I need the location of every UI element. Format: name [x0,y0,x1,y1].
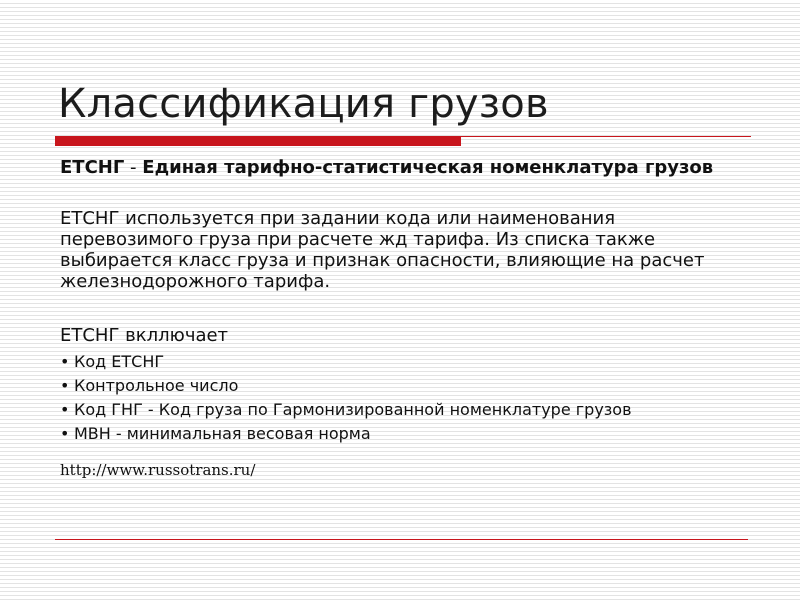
footer-divider [55,539,748,540]
description-paragraph: ЕТСНГ используется при задании кода или наименования перевозимого груза при расчете жд тарифа. Из списка также выбирается класс груза и признак опасности, влияющие на расчет железнодорожного тарифа. [60,208,705,292]
bullet-icon: • [60,376,70,395]
slide-body [60,157,740,480]
list-item-text: Код ЕТСНГ [74,352,165,371]
bullet-icon: • [60,352,70,371]
list-item [60,350,740,374]
bullet-icon: • [60,424,70,443]
definition-abbr: ЕТСНГ [60,157,125,178]
bullet-icon: • [60,400,70,419]
list-item [60,422,740,446]
list-item-text: МВН - минимальная весовая норма [74,424,371,443]
includes-list [60,350,740,446]
definition [60,157,740,178]
list-item-text: Контрольное число [74,376,239,395]
includes-heading: ЕТСНГ вкллючает [60,325,229,346]
list-item [60,398,740,422]
source-link[interactable]: http://www.russotrans.ru/ [60,461,256,479]
slide-title: Классификация грузов [58,81,549,127]
list-item [60,374,740,398]
list-item-text: Код ГНГ - Код груза по Гармонизированной номенклатуре грузов [74,400,632,419]
definition-text: Единая тарифно-статистическая номенклатура грузов [142,157,714,178]
title-underline-accent [55,137,461,146]
definition-separator: - [124,157,143,178]
